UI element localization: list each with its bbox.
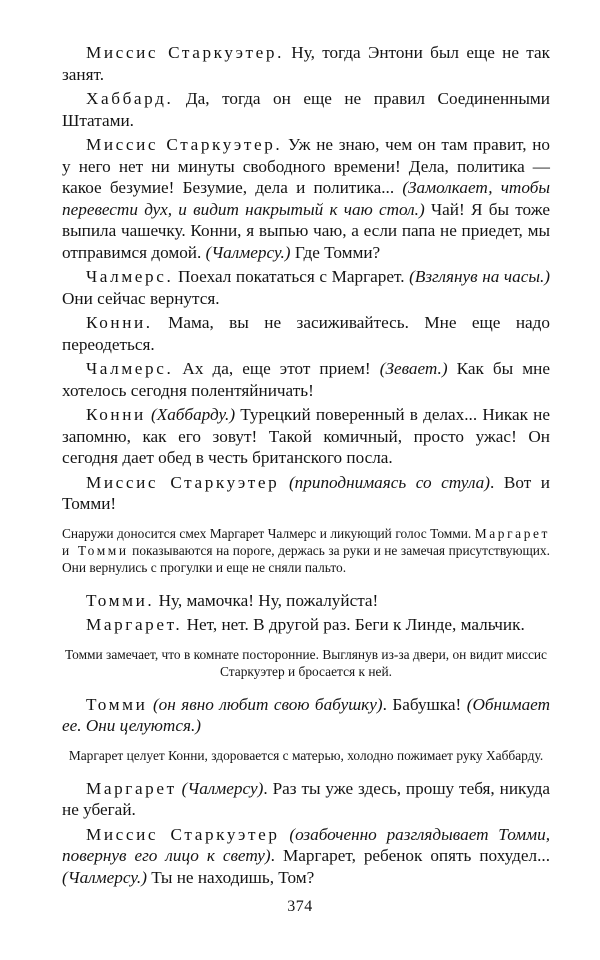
stage-remark: (Обнимает ее. Они целуются.) (62, 694, 550, 735)
line-text: Турецкий поверенный в делах... Никак не запомню, как его зовут! Такой комичный, просто ужас! Он сегодня дает обед в честь британского посла. (62, 405, 550, 467)
line-text: Где Томми? (290, 242, 381, 262)
stage-remark: (Чалмерсу.) (205, 242, 291, 262)
speaker-name: Чалмерс. (86, 359, 174, 378)
line-text: . Маргарет, ребенок опять похудел... (270, 846, 550, 865)
stage-remark: (Замолкает, чтобы перевести дух, и видит накрытый к чаю стол.) (62, 178, 550, 219)
line-text: Да, тогда он еще не правил Соединенными Штатами. (62, 89, 550, 130)
speaker-name: Томми (86, 694, 148, 714)
dialogue-line (62, 312, 550, 355)
stage-remark: (Чалмерсу) (181, 778, 264, 798)
line-text: . Бабушка! (382, 694, 467, 714)
speaker-name: Конни. (86, 313, 153, 332)
page-body (62, 42, 550, 891)
stage-direction (62, 525, 550, 576)
dialogue-line (62, 472, 550, 515)
dialogue-line (62, 590, 550, 612)
line-text: Чай! Я бы тоже выпила чашечку. Конни, я выпью чаю, а если папа не приедет, мы отправимся домой. (62, 199, 550, 262)
page-number: 374 (287, 898, 313, 915)
speaker-name: Маргарет (86, 778, 177, 798)
dialogue-line (62, 134, 550, 263)
line-text: Как бы мне хотелось сегодня полентяйничать! (62, 359, 550, 400)
dialogue-line (62, 358, 550, 401)
line-text: Ну, тогда Энтони был еще не так занят. (62, 43, 551, 84)
line-text: . Раз ты уже здесь, прошу тебя, никуда не убегай. (62, 778, 551, 819)
line-text: Они сейчас вернутся. (62, 288, 220, 308)
stage-remark: (Хаббарду.) (150, 405, 236, 424)
stage-direction (62, 646, 550, 680)
line-text: показываются на пороге, держась за руки и не замечая присутствующих. Они вернулись с прогулки и еще не сняли пальто. (62, 542, 550, 575)
line-text (279, 473, 289, 492)
speaker-name: Миссис Старкуэтер. (86, 43, 284, 62)
dialogue-line (62, 824, 550, 889)
dialogue-line (62, 778, 550, 821)
line-text (280, 825, 290, 844)
stage-remark: (озабоченно разглядывает Томми, повернув его лицо к свету) (62, 824, 550, 865)
dialogue-line (62, 266, 550, 309)
speaker-name: Чалмерс. (86, 267, 174, 286)
line-text: Ты не находишь, Том? (146, 867, 315, 887)
line-text: Маргарет целует Конни, здоровается с матерью, холодно пожимает руку Хаббарду. (68, 747, 544, 763)
character-names: Маргарет и Томми (62, 525, 550, 558)
stage-remark: (Чалмерсу.) (62, 867, 147, 887)
line-text: Нет, нет. В другой раз. Беги к Линде, мальчик. (182, 615, 525, 634)
speaker-name: Томми. (86, 590, 155, 610)
speaker-name: Маргарет. (86, 615, 183, 634)
speaker-name: Миссис Старкуэтер. (86, 135, 283, 154)
line-text: . Вот и Томми! (62, 472, 550, 513)
dialogue-line (62, 694, 550, 737)
line-text: Томми замечает, что в комнате посторонние. Выглянув из-за двери, он видит миссис Старкуэтер и бросается к ней. (64, 646, 548, 679)
stage-remark: (приподнимаясь со стула) (288, 472, 490, 492)
speaker-name: Хаббард. (86, 89, 174, 108)
stage-direction (62, 747, 550, 764)
line-text: Уж не знаю, чем он там правит, но у него нет ни минуты свободного времени! Дела, политика — какое безумие! Безумие, дела и политика... (62, 135, 550, 197)
speaker-name: Миссис Старкуэтер (86, 472, 280, 492)
dialogue-line (62, 42, 550, 85)
stage-remark: (Зевает.) (379, 359, 448, 378)
speaker-name: Миссис Старкуэтер (86, 824, 280, 844)
line-text: Мама, вы не засиживайтесь. Мне еще надо переодеться. (62, 313, 550, 354)
stage-remark: (он явно любит свою бабушку) (152, 694, 383, 714)
dialogue-line (62, 614, 550, 636)
line-text: Ну, мамочка! Ну, пожалуйста! (154, 590, 379, 610)
stage-remark: (Взглянув на часы.) (409, 267, 550, 286)
line-text: Поехал покататься с Маргарет. (173, 267, 410, 286)
line-text: Снаружи доносится смех Маргарет Чалмерс и ликующий голос Томми. (62, 525, 475, 541)
dialogue-line (62, 88, 550, 131)
line-text: Ах да, еще этот прием! (173, 359, 380, 378)
speaker-name: Конни (86, 405, 146, 424)
dialogue-line (62, 404, 550, 469)
